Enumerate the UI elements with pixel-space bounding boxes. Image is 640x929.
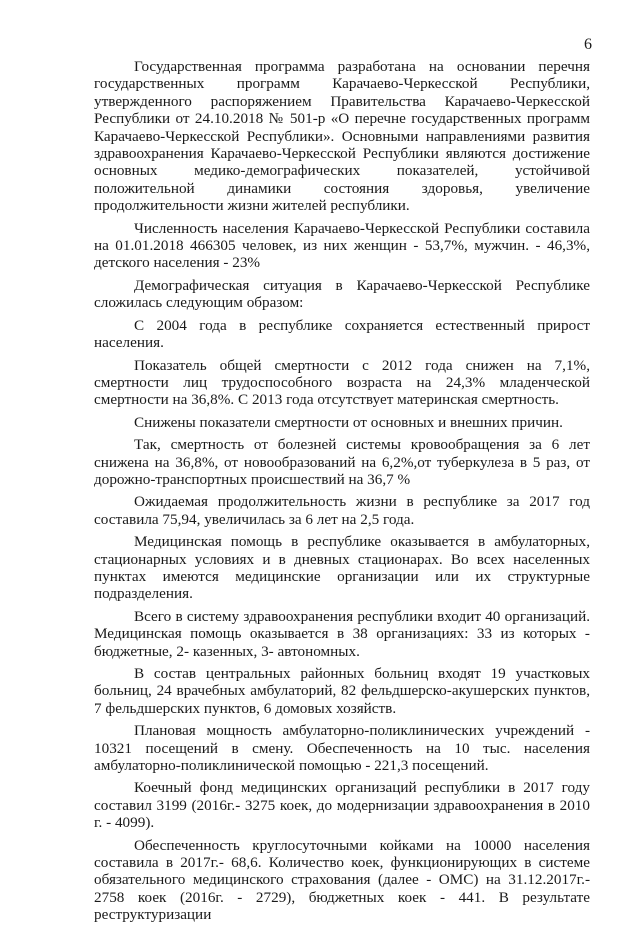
- paragraph: Показатель общей смертности с 2012 года снижен на 7,1%, смертности лиц трудоспособного возраста на 24,3% младенческой смертности на 36,8%. С 2013 года отсутствует материнская смертность.: [94, 356, 590, 409]
- paragraph: В состав центральных районных больниц входят 19 участковых больниц, 24 врачебных амбулаторий, 82 фельдшерско-акушерских пунктов, 7 фельдшерских пунктов, 6 домовых хозяйств.: [94, 665, 590, 717]
- body-text: [94, 58, 590, 929]
- paragraph: С 2004 года в республике сохраняется естественный прирост населения.: [94, 316, 590, 352]
- paragraph: Медицинская помощь в республике оказывается в амбулаторных, стационарных условиях и в дневных стационарах. Во всех населенных пунктах имеются медицинские организации или их структурные подразделения.: [94, 533, 590, 603]
- paragraph: Государственная программа разработана на основании перечня государственных программ Карачаево-Черкесской Республики, утвержденного распоряжением Правительства Карачаево-Черкесской Республики от 24.10.2018 № 501-р «О перечне государственных программ Карачаево-Черкесской Республики». Основными направлениями развития здравоохранения Карачаево-Черкесской Республики являются достижение основных медико-демографических показателей, устойчивой положительной динамики состояния здоровья, увеличение продолжительности жизни жителей республики.: [94, 58, 590, 215]
- paragraph: Плановая мощность амбулаторно-поликлинических учреждений - 10321 посещений в смену. Обеспеченность на 10 тыс. населения амбулаторно-поликлинической помощью - 221,3 посещений.: [94, 722, 590, 775]
- paragraph: Коечный фонд медицинских организаций республики в 2017 году составил 3199 (2016г.- 3275 коек, до модернизации здравоохранения в 2010 г. - 4099).: [94, 779, 590, 832]
- paragraph: Ожидаемая продолжительность жизни в республике за 2017 год составила 75,94, увеличилась за 6 лет на 2,5 года.: [94, 493, 590, 528]
- paragraph: Демографическая ситуация в Карачаево-Черкесской Республике сложилась следующим образом:: [94, 276, 590, 312]
- paragraph: Всего в систему здравоохранения республики входит 40 организаций. Медицинская помощь оказывается в 38 организациях: 33 из которых - бюджетные, 2- казенных, 3- автономных.: [94, 607, 590, 660]
- paragraph: Численность населения Карачаево-Черкесской Республики составила на 01.01.2018 466305 человек, из них женщин - 53,7%, мужчин. - 46,3%, детского населения - 23%: [94, 219, 590, 272]
- paragraph: Так, смертность от болезней системы кровообращения за 6 лет снижена на 36,8%, от новообразований на 6,2%,от туберкулеза в 5 раз, от дорожно-транспортных происшествий на 36,7 %: [94, 436, 590, 488]
- paragraph: Снижены показатели смертности от основных и внешних причин.: [134, 413, 563, 431]
- paragraph: Обеспеченность круглосуточными койками на 10000 населения составила в 2017г.- 68,6. Количество коек, функционирующих в системе обязательного медицинского страхования (далее - ОМС) на 31.12.2017г.- 2758 коек (2016г. - 2729), бюджетных коек - 441. В результате реструктуризации: [94, 836, 590, 924]
- page-number: 6: [584, 36, 592, 53]
